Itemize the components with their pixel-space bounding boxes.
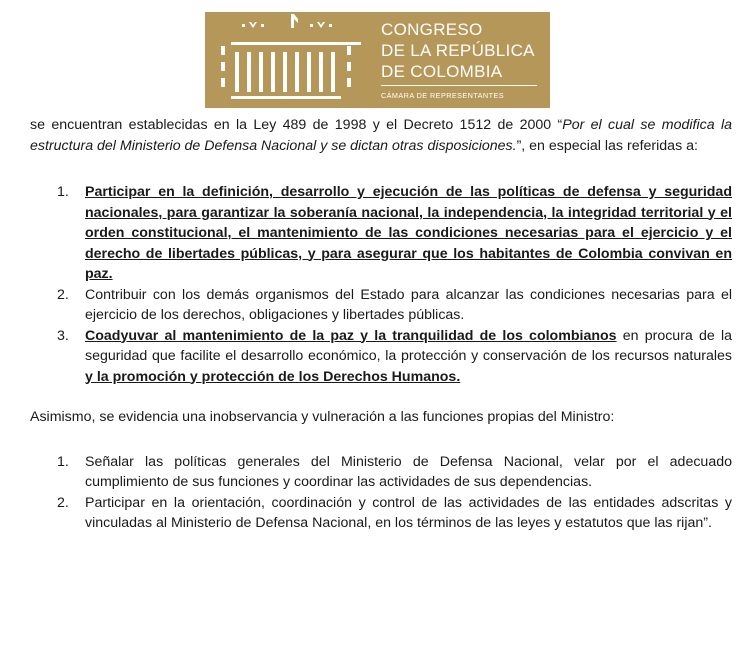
functions-list <box>30 182 732 387</box>
list-number: 3. <box>57 327 69 344</box>
list-item-bold-text: Participar en la definición, desarrollo y ejecución de las políticas de defensa y seguridad nacionales, para garantizar la soberanía nacional, la independencia, la integridad territorial y el orden constitucional, el mantenimiento de las condiciones necesarias para el ejercicio y el derecho de libertades públicas, y para asegurar que los habitantes de Colombia convivan en paz. <box>85 184 732 282</box>
list-item-text: Señalar las políticas generales del Ministerio de Defensa Nacional, velar por el adecuado cumplimiento de sus funciones y coordinar las actividades de sus dependencias. <box>85 453 732 490</box>
page-header <box>0 0 752 112</box>
minister-functions-list <box>30 452 732 534</box>
list-item-text: Contribuir con los demás organismos del Estado para alcanzar las condiciones necesarias para el ejercicio de los derechos, obligaciones y libertades públicas. <box>85 286 732 323</box>
list-item-bold-text: Coadyuvar al mantenimiento de la paz y la tranquilidad de los colombianos <box>85 327 617 344</box>
intro-text: se encuentran establecidas en la Ley 489 de 1998 y el Decreto 1512 de 2000 “ <box>30 117 563 133</box>
list-item <box>30 182 732 285</box>
logo-subtitle: CÁMARA DE REPRESENTANTES <box>381 91 504 100</box>
intro-text-end: ”, en especial las referidas a: <box>516 137 698 154</box>
list-number: 1. <box>57 453 69 470</box>
list-number: 2. <box>57 494 69 511</box>
logo-line-2: DE LA REPÚBLICA <box>381 41 535 60</box>
capitol-emblem-icon <box>205 12 367 108</box>
logo-line-3: DE COLOMBIA <box>381 62 503 81</box>
list-item <box>30 452 732 493</box>
congreso-logo <box>205 12 550 108</box>
logo-line-1: CONGRESO <box>381 20 483 39</box>
logo-text-box <box>367 12 550 108</box>
list-number: 1. <box>57 184 69 200</box>
list-item-text: en procura de la seguridad que facilite el desarrollo económico, la protección y conservación de los recursos naturales <box>85 327 732 364</box>
list-item <box>30 326 732 388</box>
list-item-text: Participar en la orientación, coordinación y control de las actividades de las entidades adscritas y vinculadas al Ministerio de Defensa Nacional, en los términos de las leyes y estatutos que las rijan”. <box>85 494 732 531</box>
list-number: 2. <box>57 286 69 303</box>
list-item <box>30 493 732 534</box>
document-body <box>30 115 732 534</box>
intro-paragraph <box>30 115 732 156</box>
middle-paragraph: Asimismo, se evidencia una inobservancia y vulneración a las funciones propias del Ministro: <box>30 409 615 425</box>
logo-divider <box>381 85 537 86</box>
decree-title: Por el cual se modifica la estructura del Ministerio de Defensa Nacional y se dictan otras disposiciones. <box>30 117 732 154</box>
list-item <box>30 285 732 326</box>
list-item-bold-text-end: y la promoción y protección de los Derechos Humanos. <box>85 368 461 385</box>
